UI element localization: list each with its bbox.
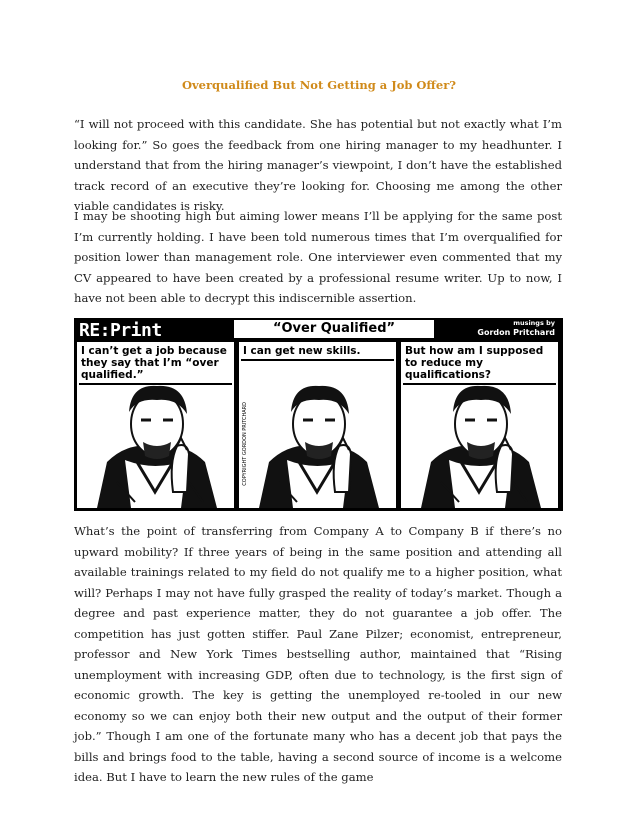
- comic-panel-2: [239, 342, 396, 508]
- comic-byline-top: musings by: [513, 319, 555, 327]
- comic-series-title: RE:Print: [79, 320, 162, 341]
- paragraph-2: I may be shooting high but aiming lower means I’ll be applying for the same post I’m currently holding. I have been told numerous times that I’m overqualified for position lower than management role. One interviewer even commented that my CV appeared to have been created by a professional resume writer. Up to now, I have not been able to decrypt this indiscernible assertion.: [74, 209, 562, 305]
- comic-byline-name: Gordon Pritchard: [477, 328, 555, 337]
- comic-panel-3-caption: But how am I supposed to reduce my qualifications?: [403, 344, 556, 385]
- comic-strip-title: “Over Qualified”: [234, 320, 434, 338]
- document-title: Overqualified But Not Getting a Job Offer?: [181, 78, 456, 92]
- comic-strip: [74, 318, 563, 511]
- comic-panel-3: [401, 342, 558, 508]
- man-thinking-illustration: [239, 342, 396, 508]
- comic-panel-1: [77, 342, 234, 508]
- paragraph-1: “I will not proceed with this candidate. She has potential but not exactly what I’m looking for.” So goes the feedback from one hiring manager to my headhunter. I understand that from the hiring manager’s viewpoint, I don’t have the established track record of an executive they’re looking for. Choosing me among the other viable candidates is risky.: [74, 117, 562, 213]
- paragraph-3: What’s the point of transferring from Company A to Company B if there’s no upward mobility? If three years of being in the same position and attending all available trainings related to my field do not qualify me to a higher position, what will? Perhaps I may not have fully grasped the reality of today’s market. Though a degree and past experience matter, they do not guarantee a job offer. The competition has just gotten stiffer. Paul Zane Pilzer; economist, entrepreneur, professor and New York Times bestselling author, maintained that “Rising unemployment with increasing GDP, often due to technology, is the first sign of economic growth. The key is getting the unemployed re-tooled in our new economy so we can enjoy both their new output and the output of their former job.” Though I am one of the fortunate many who has a decent job that pays the bills and brings food to the table, having a second source of income is a welcome idea. But I have to learn the new rules of the game: [74, 524, 562, 784]
- comic-copyright: COPYRIGHT GORDON PRITCHARD: [242, 402, 248, 486]
- comic-byline: [455, 319, 555, 337]
- comic-panel-2-caption: I can get new skills.: [241, 344, 394, 361]
- comic-panel-1-caption: I can’t get a job because they say that I’m “over qualified.”: [79, 344, 232, 385]
